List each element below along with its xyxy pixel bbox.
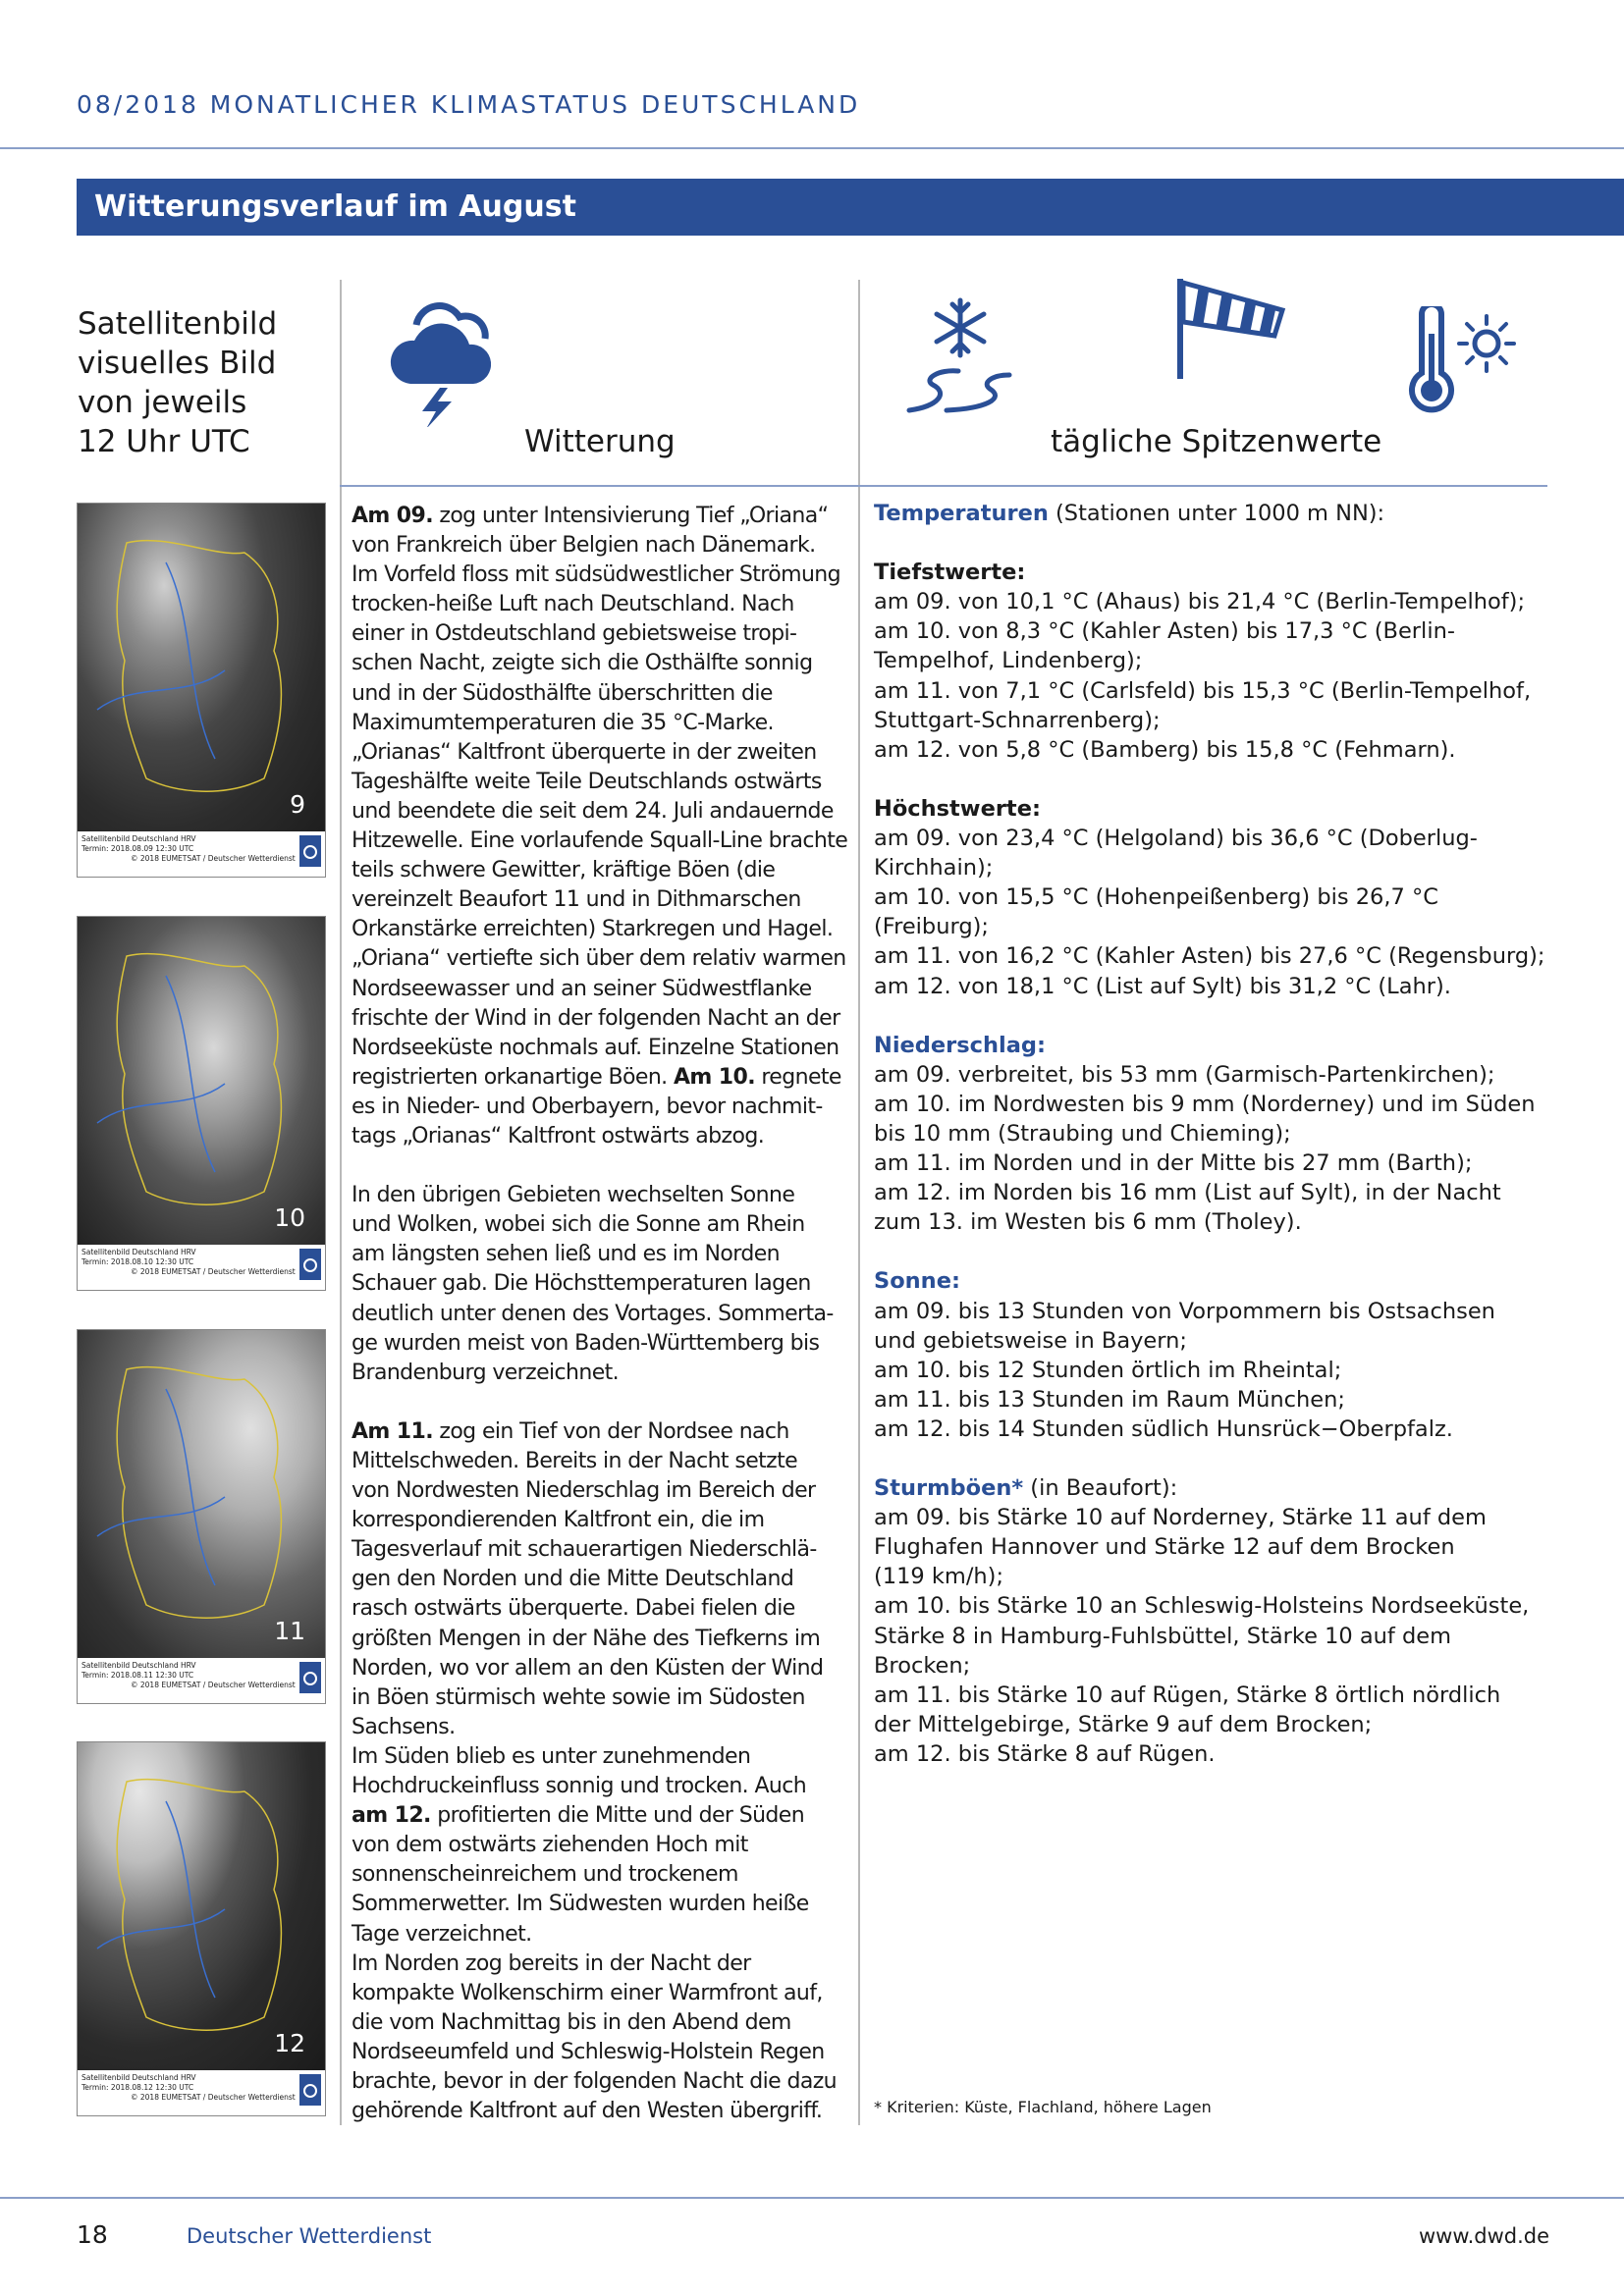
heading-label: Sturmböen* xyxy=(874,1475,1024,1502)
text-line: Tempelhof, Lindenberg); xyxy=(874,648,1143,674)
sunshine-heading xyxy=(874,1266,1544,1296)
text-line: am 12. bis 14 Stunden südlich Hunsrück−Oberpfalz. xyxy=(874,1415,1453,1442)
heading-note: (Stationen unter 1000 m NN): xyxy=(1048,501,1385,526)
section-title: Witterungsverlauf im August xyxy=(94,189,576,224)
text-line: die vom Nachmittag bis in den Abend dem xyxy=(352,2009,791,2035)
text-line: am 10. von 8,3 °C (Kahler Asten) bis 17,3 °C (Berlin- xyxy=(874,618,1455,645)
dwd-logo-icon xyxy=(299,1249,321,1280)
text-line: am 09. bis Stärke 10 auf Norderney, Stärke 11 auf dem xyxy=(874,1505,1487,1531)
precipitation-heading xyxy=(874,1031,1544,1060)
text-line: der Mittelgebirge, Stärke 9 auf dem Brocken; xyxy=(874,1711,1373,1737)
paragraph-gap xyxy=(352,1388,847,1417)
text-line: „Orianas“ Kaltfront überquerte in der zweiten xyxy=(352,739,817,765)
text-line: Tage verzeichnet. xyxy=(352,1921,532,1947)
text-line: es in Nieder- und Oberbayern, bevor nachmit- xyxy=(352,1094,823,1119)
text-line: Orkanstärke erreichten) Starkregen und Hagel. xyxy=(352,917,834,942)
dwd-logo-icon xyxy=(299,1662,321,1693)
text-line: korrespondierenden Kaltfront ein, die im xyxy=(352,1508,765,1533)
text-line: Mittelschweden. Bereits in der Nacht setzte xyxy=(352,1449,798,1473)
satellite-image-day-11 xyxy=(77,1329,326,1704)
paragraph-gap xyxy=(874,1237,1544,1266)
border-overlay xyxy=(78,1330,325,1658)
text-line xyxy=(352,1417,847,1447)
text-line: brachte, bevor in der folgenden Nacht die dazu xyxy=(352,2068,838,2094)
column-divider-1 xyxy=(340,280,342,2125)
windsock-icon xyxy=(1174,275,1290,383)
border-overlay xyxy=(78,1742,325,2070)
dwd-logo-icon xyxy=(299,835,321,867)
satellite-day-number: 10 xyxy=(274,1203,305,1232)
day-marker: Am 11. xyxy=(352,1418,433,1444)
text-line: Schauer gab. Die Höchsttemperaturen lagen xyxy=(352,1271,811,1297)
satellite-day-number: 9 xyxy=(290,790,305,819)
text-line: am 10. bis 12 Stunden örtlich im Rheintal; xyxy=(874,1357,1342,1383)
temperature-heading xyxy=(874,499,1544,528)
caption-line: © 2018 EUMETSAT / Deutscher Wetterdienst xyxy=(131,1681,296,1689)
text-line xyxy=(352,1063,847,1093)
text-line: und gebietsweise in Bayern; xyxy=(874,1327,1187,1354)
text-line: ge wurden meist von Baden-Württemberg bis xyxy=(352,1330,820,1356)
website-url: www.dwd.de xyxy=(1419,2224,1550,2248)
text-line: teils schwere Gewitter, kräftige Böen (die xyxy=(352,858,776,883)
thermometer-sun-icon xyxy=(1400,306,1516,416)
subheading-label: Höchstwerte: xyxy=(874,795,1041,822)
satellite-caption xyxy=(78,1245,325,1290)
caption-line: Termin: 2018.08.09 12:30 UTC xyxy=(81,844,194,853)
text-line: deutlich unter denen des Vortages. Sommerta- xyxy=(352,1301,834,1326)
text-line: vereinzelt Beaufort 11 und in Dithmarschen xyxy=(352,887,801,913)
satellite-image-day-12 xyxy=(77,1741,326,2116)
text-line: Nordseeumfeld und Schleswig-Holstein Regen xyxy=(352,2039,825,2064)
satellite-column-label xyxy=(78,304,277,461)
text-line xyxy=(352,1801,847,1831)
text-line: Stärke 8 in Hamburg-Fuhlsbüttel, Stärke 10 auf dem xyxy=(874,1623,1452,1649)
text-line: am 10. von 15,5 °C (Hohenpeißenberg) bis 26,7 °C xyxy=(874,884,1438,911)
text-line: Tagesverlauf mit schauerartigen Niederschlä- xyxy=(352,1537,817,1563)
paragraph-gap xyxy=(874,765,1544,794)
text-line: Hochdruckeinfluss sonnig und trocken. Auch xyxy=(352,1774,807,1799)
text-line: gen den Norden und die Mitte Deutschland xyxy=(352,1567,794,1592)
text-line: bis 10 mm (Straubing und Chieming); xyxy=(874,1120,1291,1147)
text-line: (119 km/h); xyxy=(874,1564,1004,1590)
daily-peaks-list xyxy=(874,499,1544,1769)
text-line: Brandenburg verzeichnet. xyxy=(352,1360,620,1385)
satellite-day-number: 11 xyxy=(274,1617,305,1645)
column-header-rule xyxy=(340,485,1547,487)
text-line: von dem ostwärts ziehenden Hoch mit xyxy=(352,1833,748,1858)
footer-divider xyxy=(0,2197,1624,2199)
caption-line: © 2018 EUMETSAT / Deutscher Wetterdienst xyxy=(131,1267,296,1276)
text-line: am 11. von 16,2 °C (Kahler Asten) bis 27,6 °C (Regensburg); xyxy=(874,943,1545,970)
text-line: am 09. von 23,4 °C (Helgoland) bis 36,6 °C (Doberlug- xyxy=(874,826,1478,852)
publisher-name: Deutscher Wetterdienst xyxy=(187,2224,432,2248)
border-overlay xyxy=(78,917,325,1245)
text-line: größten Mengen in der Nähe des Tiefkerns im xyxy=(352,1626,821,1651)
paragraph-gap xyxy=(352,1151,847,1181)
text-line: Kirchhain); xyxy=(874,855,994,881)
text-line: In den übrigen Gebieten wechselten Sonne xyxy=(352,1183,795,1208)
text-line: am 12. bis Stärke 8 auf Rügen. xyxy=(874,1740,1216,1767)
text-line: Im Vorfeld floss mit südsüdwestlicher Strömung xyxy=(352,562,840,588)
satellite-image-day-9 xyxy=(77,503,326,878)
text-line: am 09. von 10,1 °C (Ahaus) bis 21,4 °C (Berlin-Tempelhof); xyxy=(874,589,1526,615)
text-line: am 09. bis 13 Stunden von Vorpommern bis Ostsachsen xyxy=(874,1298,1495,1324)
text-line: Brocken; xyxy=(874,1652,971,1679)
text-line: Nordseeküste nochmals auf. Einzelne Stationen xyxy=(352,1035,839,1060)
border-overlay xyxy=(78,504,325,831)
header-divider xyxy=(0,147,1624,149)
text-line: am 11. bis Stärke 10 auf Rügen, Stärke 8 örtlich nördlich xyxy=(874,1682,1501,1708)
paragraph-gap xyxy=(874,1001,1544,1031)
text-span: zog ein Tief von der Nordsee nach xyxy=(432,1418,789,1444)
heading-label: Niederschlag: xyxy=(874,1032,1047,1058)
text-line: (Freiburg); xyxy=(874,914,989,940)
text-line: am 12. im Norden bis 16 mm (List auf Sylt), in der Nacht xyxy=(874,1180,1501,1206)
text-line: am 11. im Norden und in der Mitte bis 27 mm (Barth); xyxy=(874,1150,1473,1177)
satellite-day-number: 12 xyxy=(274,2029,305,2057)
text-line: „Oriana“ vertiefte sich über dem relativ warmen xyxy=(352,946,846,972)
weather-narrative xyxy=(352,502,847,2126)
page-header-title: 08/2018 MONATLICHER KLIMASTATUS DEUTSCHLAND xyxy=(77,90,861,119)
text-line: und Wolken, wobei sich die Sonne am Rhein xyxy=(352,1212,805,1238)
text-line: am 11. bis 13 Stunden im Raum München; xyxy=(874,1386,1345,1413)
heading-label: Temperaturen xyxy=(874,501,1049,526)
text-span: profitierten die Mitte und der Süden xyxy=(430,1803,805,1829)
caption-line: Termin: 2018.08.11 12:30 UTC xyxy=(81,1671,194,1680)
text-line: Sachsens. xyxy=(352,1714,456,1739)
text-line: und in der Südosthälfte überschritten die xyxy=(352,680,773,706)
text-line: Maximumtemperaturen die 35 °C-Marke. xyxy=(352,710,774,735)
text-line: von Frankreich über Belgien nach Dänemark. xyxy=(352,533,816,559)
caption-line: Termin: 2018.08.12 12:30 UTC xyxy=(81,2083,194,2092)
heading-label: Sonne: xyxy=(874,1268,960,1295)
thunderstorm-cloud-icon xyxy=(389,290,491,427)
text-line: Nordseewasser und an seiner Südwestflanke xyxy=(352,976,812,1001)
text-span: zog unter Intensivierung Tief „Oriana“ xyxy=(432,504,829,528)
satellite-label-line: visuelles Bild xyxy=(78,346,277,381)
day-marker: am 12. xyxy=(352,1803,431,1829)
column-divider-2 xyxy=(858,280,860,2125)
caption-line: Satellitenbild Deutschland HRV xyxy=(81,1248,196,1256)
heading-note: (in Beaufort): xyxy=(1023,1475,1178,1502)
caption-line: © 2018 EUMETSAT / Deutscher Wetterdienst xyxy=(131,854,296,863)
subheading-min xyxy=(874,558,1544,587)
text-line: schen Nacht, zeigte sich die Osthälfte sonnig xyxy=(352,651,813,676)
satellite-caption xyxy=(78,831,325,877)
text-span: registrierten orkanartige Böen. xyxy=(352,1064,674,1090)
text-line: zum 13. im Westen bis 6 mm (Tholey). xyxy=(874,1209,1302,1236)
text-line: am längsten sehen ließ und es im Norden xyxy=(352,1242,780,1267)
subheading-max xyxy=(874,794,1544,824)
caption-line: Satellitenbild Deutschland HRV xyxy=(81,2073,196,2082)
text-span: regnete xyxy=(754,1064,841,1090)
text-line: rasch ostwärts überquerte. Dabei fielen die xyxy=(352,1596,795,1622)
text-line: am 10. im Nordwesten bis 9 mm (Norderney) und im Süden xyxy=(874,1091,1536,1117)
caption-line: © 2018 EUMETSAT / Deutscher Wetterdienst xyxy=(131,2093,296,2102)
satellite-label-line: von jeweils xyxy=(78,385,247,420)
gusts-heading xyxy=(874,1473,1544,1503)
text-line: Norden, wo vor allem an den Küsten der Wind xyxy=(352,1655,824,1681)
text-line: trocken-heiße Luft nach Deutschland. Nach xyxy=(352,592,794,617)
satellite-label-line: Satellitenbild xyxy=(78,306,278,342)
text-line: einer in Ostdeutschland gebietsweise tropi- xyxy=(352,621,797,647)
text-line: Tageshälfte weite Teile Deutschlands ostwärts xyxy=(352,769,822,794)
text-line: Flughafen Hannover und Stärke 12 auf dem Brocken xyxy=(874,1534,1455,1561)
page-number: 18 xyxy=(77,2220,108,2249)
dwd-logo-icon xyxy=(299,2074,321,2106)
text-line: Stuttgart-Schnarrenberg); xyxy=(874,707,1161,733)
text-line: und beendete die seit dem 24. Juli andauernde xyxy=(352,798,834,824)
weather-column-label: Witterung xyxy=(524,424,676,459)
text-line: gehörende Kaltfront auf den Westen übergriff. xyxy=(352,2099,823,2124)
satellite-image-day-10 xyxy=(77,916,326,1291)
text-line: Im Norden zog bereits in der Nacht der xyxy=(352,1950,751,1976)
text-line: von Nordwesten Niederschlag im Bereich der xyxy=(352,1478,816,1504)
day-marker: Am 10. xyxy=(673,1064,755,1090)
caption-line: Satellitenbild Deutschland HRV xyxy=(81,834,196,843)
day-marker: Am 09. xyxy=(352,504,433,528)
footnote: * Kriterien: Küste, Flachland, höhere Lagen xyxy=(874,2098,1212,2116)
snow-road-icon xyxy=(901,294,1015,416)
subheading-label: Tiefstwerte: xyxy=(874,560,1026,586)
text-line: am 12. von 18,1 °C (List auf Sylt) bis 31,2 °C (Lahr). xyxy=(874,973,1451,999)
text-line: Im Süden blieb es unter zunehmenden xyxy=(352,1743,751,1769)
text-line: Sommerwetter. Im Südwesten wurden heiße xyxy=(352,1892,809,1917)
text-line: frischte der Wind in der folgenden Nacht an der xyxy=(352,1005,840,1031)
satellite-caption xyxy=(78,2070,325,2115)
satellite-caption xyxy=(78,1658,325,1703)
text-line: sonnenscheinreichem und trockenem xyxy=(352,1862,738,1888)
text-line: Hitzewelle. Eine vorlaufende Squall-Line brachte xyxy=(352,828,848,854)
text-line: tags „Orianas“ Kaltfront ostwärts abzog. xyxy=(352,1123,765,1148)
text-line: kompakte Wolkenschirm einer Warmfront auf, xyxy=(352,1980,823,2005)
satellite-label-line: 12 Uhr UTC xyxy=(78,424,250,459)
text-line: am 10. bis Stärke 10 an Schleswig-Holsteins Nordseeküste, xyxy=(874,1593,1530,1620)
text-line: am 09. verbreitet, bis 53 mm (Garmisch-Partenkirchen); xyxy=(874,1061,1495,1088)
paragraph-gap xyxy=(874,528,1544,558)
paragraph-gap xyxy=(874,1444,1544,1473)
caption-line: Satellitenbild Deutschland HRV xyxy=(81,1661,196,1670)
text-line: in Böen stürmisch wehte sowie im Südosten xyxy=(352,1684,805,1710)
text-line: am 11. von 7,1 °C (Carlsfeld) bis 15,3 °C (Berlin-Tempelhof, xyxy=(874,677,1532,704)
peaks-column-label: tägliche Spitzenwerte xyxy=(1051,424,1382,459)
text-line: am 12. von 5,8 °C (Bamberg) bis 15,8 °C (Fehmarn). xyxy=(874,736,1456,763)
text-line xyxy=(352,502,847,531)
caption-line: Termin: 2018.08.10 12:30 UTC xyxy=(81,1257,194,1266)
